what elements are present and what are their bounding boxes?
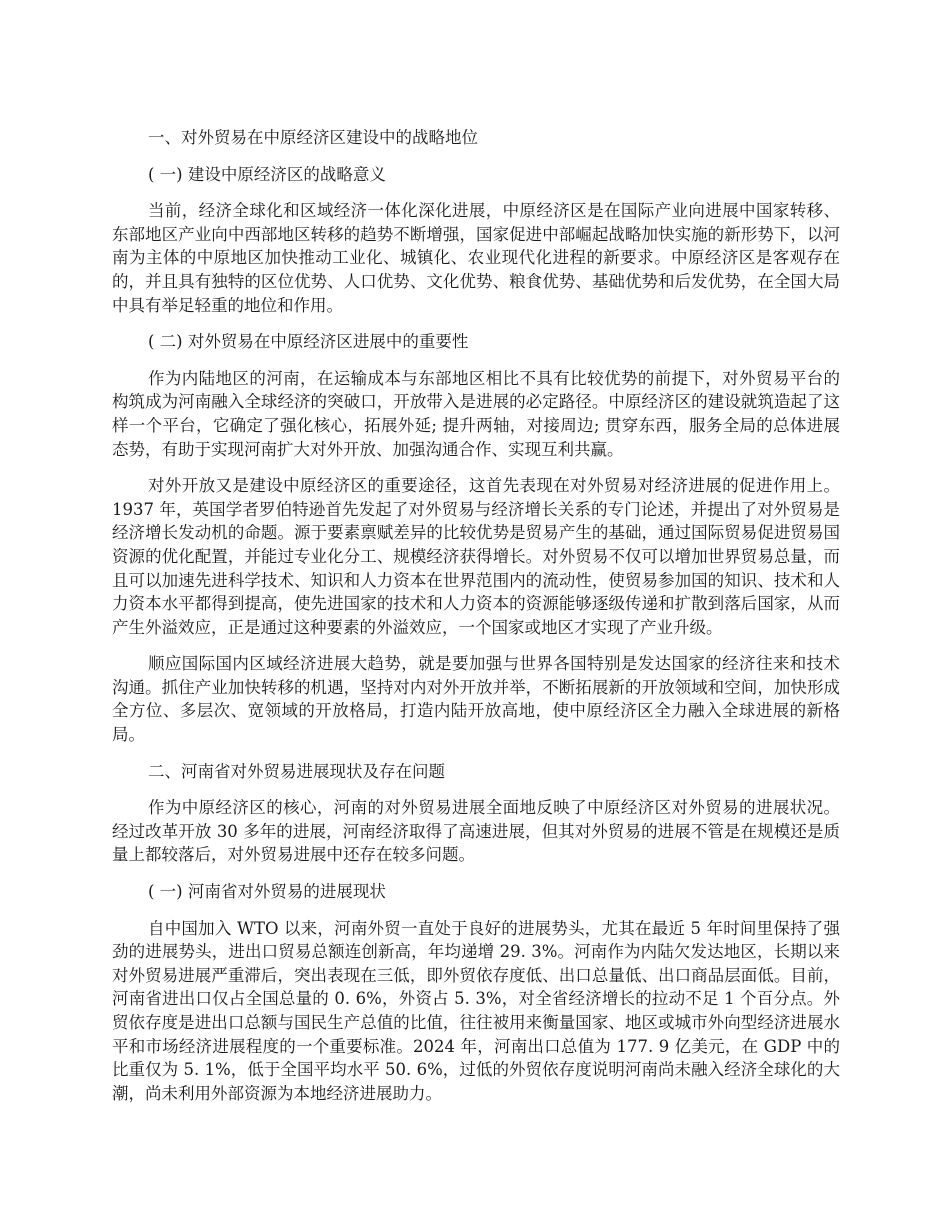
section-2-heading: 二、河南省对外贸易进展现状及存在问题 — [148, 761, 445, 781]
document-page — [112, 126, 840, 1118]
paragraph-5: 作为中原经济区的核心，河南的对外贸易进展全面地反映了中原经济区对外贸易的进展状况。经过改革开放 30 多年的进展，河南经济取得了高速进展，但其对外贸易的进展不管是在规模还是质量上都较落后，对外贸易进展中还存在较多问题。 — [112, 798, 840, 865]
subsection-2-1-heading: ( 一) 河南省对外贸易的进展现状 — [148, 882, 386, 902]
paragraph-2: 作为内陆地区的河南，在运输成本与东部地区相比不具有比较优势的前提下，对外贸易平台的构筑成为河南融入全球经济的突破口，开放带入是进展的必定路径。中原经济区的建设就筑造起了这样一个平台，它确定了强化核心，拓展外延; 提升两轴，对接周边; 贯穿东西，服务全局的总体进展态势，有助于实现河南扩大对外开放、加强沟通合作、实现互利共赢。 — [112, 368, 840, 459]
paragraph-4: 顺应国际国内区域经济进展大趋势，就是要加强与世界各国特别是发达国家的经济往来和技术沟通。抓住产业加快转移的机遇，坚持对内对外开放并举，不断拓展新的开放领域和空间，加快形成全方位、多层次、宽领域的开放格局，打造内陆开放高地，使中原经济区全力融入全球进展的新格局。 — [112, 654, 840, 745]
paragraph-6: 自中国加入 WTO 以来，河南外贸一直处于良好的进展势头，尤其在最近 5 年时间里保持了强劲的进展势头，进出口贸易总额连创新高，年均递增 29. 3%。河南作为内陆欠发达地区，长期以来对外贸易进展严重滞后，突出表现在三低，即外贸依存度低、出口总量低、出口商品层面低。目前，河南省进出口仅占全国总量的 0. 6%，外资占 5. 3%，对全省经济增长的拉动不足 1 个百分点。外贸依存度是进出口总额与国民生产总值的比值，往往被用来衡量国家、地区或城市外向型经济进展水平和市场经济进展程度的一个重要标准。2024 年，河南出口总值为 177. 9 亿美元，在 GDP 中的比重仅为 5. 1%，低于全国平均水平 50. 6%，过低的外贸依存度说明河南尚未融入经济全球化的大潮，尚未利用外部资源为本地经济进展助力。 — [112, 918, 840, 1103]
paragraph-3: 对外开放又是建设中原经济区的重要途径，这首先表现在对外贸易对经济进展的促进作用上。1937 年，英国学者罗伯特逊首先发起了对外贸易与经济增长关系的专门论述，并提出了对外贸易是经济增长发动机的命题。源于要素禀赋差异的比较优势是贸易产生的基础，通过国际贸易促进贸易国资源的优化配置，并能过专业化分工、规模经济获得增长。对外贸易不仅可以增加世界贸易总量，而且可以加速先进科学技术、知识和人力资本在世界范围内的流动性，使贸易参加国的知识、技术和人力资本水平都得到提高，使先进国家的技术和人力资本的资源能够逐级传递和扩散到落后国家，从而产生外溢效应，正是通过这种要素的外溢效应，一个国家或地区才实现了产业升级。 — [112, 476, 840, 637]
subsection-1-1-heading: ( 一) 建设中原经济区的战略意义 — [148, 164, 386, 184]
section-1-heading: 一、对外贸易在中原经济区建设中的战略地位 — [148, 128, 478, 147]
paragraph-1: 当前，经济全球化和区域经济一体化深化进展，中原经济区是在国际产业向进展中国家转移、东部地区产业向中西部地区转移的趋势不断增强，国家促进中部崛起战略加快实施的新形势下，以河南为主体的中原地区加快推动工业化、城镇化、农业现代化进程的新要求。中原经济区是客观存在的，并且具有独特的区位优势、人口优势、文化优势、粮食优势、基础优势和后发优势，在全国大局中具有举足轻重的地位和作用。 — [112, 201, 840, 315]
subsection-1-2-heading: ( 二) 对外贸易在中原经济区进展中的重要性 — [148, 332, 469, 352]
